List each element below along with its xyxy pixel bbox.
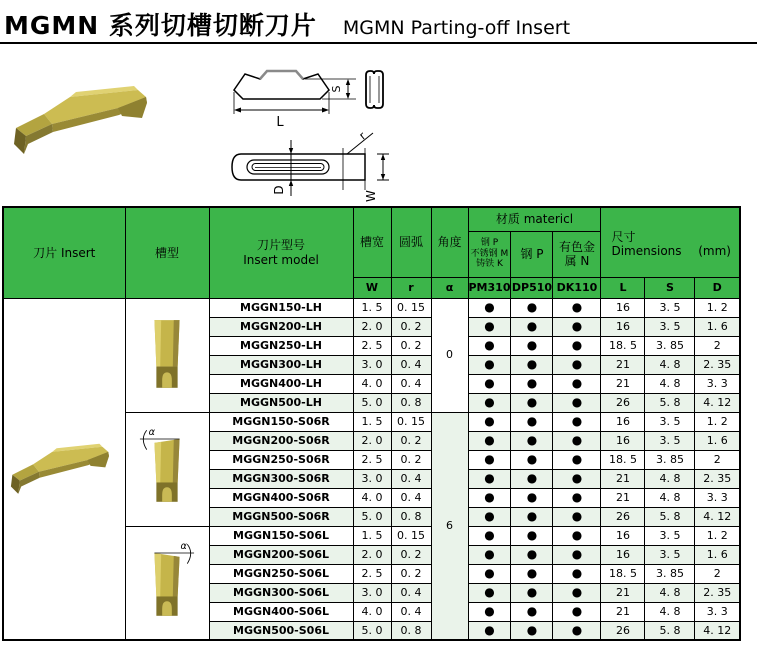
material-3-line1: 有色金 [558,239,595,254]
header-material-3 [553,231,601,277]
dim-s-value: 3. 5 [645,431,695,450]
corner-radius-value: 0. 8 [391,621,431,640]
material-pm310-cell [468,355,511,374]
insert-model: MGGN300-S06L [209,583,353,602]
material-dp510-cell [511,602,553,621]
header-insert: 刀片 Insert [3,207,125,298]
dim-d-value: 3. 3 [695,488,740,507]
dim-r-label: r [356,129,369,143]
material-dp510-cell [511,621,553,640]
material-dot-icon: ● [526,622,538,637]
dim-l-value: 16 [601,412,645,431]
dim-l-value: 21 [601,583,645,602]
dim-s-value: 5. 8 [645,621,695,640]
material-dot-icon: ● [571,375,583,390]
material-dk110-cell [553,469,601,488]
gold-insert-photo-graphic [6,70,166,165]
material-dot-icon: ● [484,337,495,352]
corner-radius-value: 0. 15 [391,412,431,431]
dim-d-value: 1. 6 [695,317,740,336]
corner-radius-value: 0. 15 [391,526,431,545]
groove-tip-alpha-left-graphic [138,426,196,508]
material-dot-icon: ● [484,375,495,390]
insert-model: MGGN250-LH [209,336,353,355]
dim-d-value: 4. 12 [695,507,740,526]
material-dot-icon: ● [571,337,583,352]
dim-s-value: 4. 8 [645,469,695,488]
corner-radius-value: 0. 4 [391,488,431,507]
material-dot-icon: ● [484,584,495,599]
groove-width-value: 1. 5 [353,298,391,317]
dim-s-value: 4. 8 [645,602,695,621]
groove-type-lh-cell [125,298,209,412]
header-model-en: Insert model [243,252,319,267]
material-dot-icon: ● [484,527,495,542]
material-dot-icon: ● [571,394,583,409]
dim-l-label: L [276,115,284,130]
material-dot-icon: ● [571,413,583,428]
dim-s-value: 3. 5 [645,412,695,431]
material-dp510-cell [511,298,553,317]
material-dot-icon: ● [526,603,538,618]
material-dp510-cell [511,469,553,488]
material-dk110-cell [553,450,601,469]
dim-d-value: 1. 6 [695,431,740,450]
material-dk110-cell [553,488,601,507]
material-dp510-cell [511,507,553,526]
insert-model: MGGN400-S06R [209,488,353,507]
header-dim-d: D [695,277,740,298]
insert-model: MGGN200-S06L [209,545,353,564]
dim-d-value: 1. 2 [695,526,740,545]
groove-width-value: 2. 0 [353,317,391,336]
gold-insert-photo-small [5,431,123,503]
alpha-angle-label: α [148,427,156,439]
groove-width-value: 4. 0 [353,374,391,393]
material-dot-icon: ● [526,432,538,447]
material-dk110-cell [553,393,601,412]
material-dp510-cell [511,526,553,545]
groove-width-value: 2. 5 [353,450,391,469]
header-dim-s: S [645,277,695,298]
header-dimensions [601,207,740,277]
material-dk110-cell [553,621,601,640]
material-dot-icon: ● [484,546,495,561]
dim-s-value: 3. 85 [645,450,695,469]
groove-width-value: 2. 5 [353,336,391,355]
title-chinese: MGMN 系列切槽切断刀片 [4,11,317,40]
material-pm310-cell [468,564,511,583]
header-grade-dp510: DP510 [511,277,553,298]
groove-width-value: 4. 0 [353,488,391,507]
dim-d-value: 2. 35 [695,355,740,374]
material-dot-icon: ● [571,565,583,580]
dim-d-value: 2. 35 [695,469,740,488]
corner-radius-value: 0. 8 [391,507,431,526]
header-dim-l: L [601,277,645,298]
title-divider [0,42,757,44]
top-view-graphic [225,128,400,206]
material-dot-icon: ● [526,489,538,504]
material-dot-icon: ● [526,565,538,580]
header-dims-unit: (mm) [698,244,731,259]
insert-spec-table [2,206,741,641]
dim-l-value: 21 [601,374,645,393]
dim-l-value: 21 [601,602,645,621]
side-view-graphic [228,60,363,130]
corner-radius-value: 0. 8 [391,393,431,412]
header-sym-w: W [353,277,391,298]
groove-type-s06l-cell [125,526,209,640]
material-dot-icon: ● [526,337,538,352]
groove-width-value: 2. 0 [353,545,391,564]
material-dot-icon: ● [571,470,583,485]
header-grade-dk110: DK110 [553,277,601,298]
material-dot-icon: ● [526,546,538,561]
material-dot-icon: ● [571,527,583,542]
material-dp510-cell [511,355,553,374]
groove-width-value: 5. 0 [353,507,391,526]
material-dot-icon: ● [526,451,538,466]
material-dot-icon: ● [571,451,583,466]
dim-s-value: 4. 8 [645,355,695,374]
material-dot-icon: ● [526,508,538,523]
material-dp510-cell [511,393,553,412]
material-dot-icon: ● [484,356,495,371]
insert-model: MGGN400-S06L [209,602,353,621]
material-dot-icon: ● [484,603,495,618]
dim-d-value: 1. 2 [695,298,740,317]
title-english: MGMN Parting-off Insert [342,17,571,39]
material-dp510-cell [511,412,553,431]
dim-s-value: 4. 8 [645,488,695,507]
header-material-1 [468,231,511,277]
material-dot-icon: ● [484,432,495,447]
material-dot-icon: ● [571,546,583,561]
dim-d-value: 1. 6 [695,545,740,564]
dim-d-value: 2. 35 [695,583,740,602]
material-dk110-cell [553,355,601,374]
material-dot-icon: ● [484,299,495,314]
material-pm310-cell [468,431,511,450]
groove-width-value: 3. 0 [353,469,391,488]
corner-radius-value: 0. 4 [391,355,431,374]
dim-l-value: 21 [601,355,645,374]
dim-l-value: 26 [601,393,645,412]
material-3-line2: 属 N [564,254,590,268]
insert-model: MGGN250-S06L [209,564,353,583]
material-dp510-cell [511,583,553,602]
header-angle: 角度 [431,207,468,277]
material-pm310-cell [468,488,511,507]
material-pm310-cell [468,412,511,431]
material-dot-icon: ● [484,508,495,523]
material-1-line1: 钢 P [480,237,499,248]
material-dp510-cell [511,545,553,564]
material-dot-icon: ● [484,622,495,637]
insert-model: MGGN150-S06L [209,526,353,545]
table-header-row-1 [3,207,740,231]
insert-model: MGGN200-LH [209,317,353,336]
corner-radius-value: 0. 4 [391,469,431,488]
material-pm310-cell [468,374,511,393]
material-dp510-cell [511,431,553,450]
corner-radius-value: 0. 2 [391,336,431,355]
dim-s-value: 3. 85 [645,564,695,583]
dim-l-value: 18. 5 [601,564,645,583]
material-dot-icon: ● [526,584,538,599]
material-dot-icon: ● [571,318,583,333]
material-dot-icon: ● [484,470,495,485]
groove-tip-alpha-right-graphic [138,540,196,622]
material-pm310-cell [468,583,511,602]
corner-radius-value: 0. 4 [391,602,431,621]
material-dot-icon: ● [571,489,583,504]
dim-d-value: 4. 12 [695,393,740,412]
header-material-group: 材质 matericl [468,207,601,231]
groove-width-value: 3. 0 [353,355,391,374]
material-dot-icon: ● [484,413,495,428]
corner-radius-value: 0. 15 [391,298,431,317]
material-pm310-cell [468,336,511,355]
material-dot-icon: ● [526,375,538,390]
corner-radius-value: 0. 2 [391,317,431,336]
insert-photo-cell [3,298,125,640]
dim-l-value: 21 [601,488,645,507]
top-view-drawing [225,128,400,210]
dim-l-value: 21 [601,469,645,488]
dim-l-value: 16 [601,431,645,450]
material-dp510-cell [511,336,553,355]
material-pm310-cell [468,393,511,412]
corner-radius-value: 0. 2 [391,564,431,583]
insert-model: MGGN500-S06L [209,621,353,640]
dim-l-value: 18. 5 [601,450,645,469]
dim-l-value: 26 [601,621,645,640]
material-dk110-cell [553,336,601,355]
corner-radius-value: 0. 2 [391,431,431,450]
material-dk110-cell [553,526,601,545]
dim-l-value: 16 [601,317,645,336]
alpha-angle-label: α [180,541,187,553]
material-dk110-cell [553,298,601,317]
material-pm310-cell [468,317,511,336]
dim-l-value: 16 [601,526,645,545]
material-dot-icon: ● [571,603,583,618]
material-dot-icon: ● [484,318,495,333]
material-1-line3: 铸铁 K [476,259,503,270]
dim-d-value: 2 [695,450,740,469]
side-view-drawing [228,60,363,134]
header-model-zh: 刀片型号 [256,238,305,253]
dim-l-value: 18. 5 [601,336,645,355]
material-dot-icon: ● [571,622,583,637]
material-pm310-cell [468,621,511,640]
insert-model: MGGN150-S06R [209,412,353,431]
dim-d-value: 2 [695,564,740,583]
header-dims-zh: 尺寸 [611,229,636,244]
material-dot-icon: ● [526,318,538,333]
material-dk110-cell [553,317,601,336]
header-sym-r: r [391,277,431,298]
header-groove: 槽型 [125,207,209,298]
material-pm310-cell [468,545,511,564]
material-dk110-cell [553,507,601,526]
material-dp510-cell [511,488,553,507]
material-dot-icon: ● [526,413,538,428]
material-dk110-cell [553,545,601,564]
material-dot-icon: ● [526,527,538,542]
dim-l-value: 16 [601,545,645,564]
material-pm310-cell [468,298,511,317]
insert-model: MGGN150-LH [209,298,353,317]
header-model [209,207,353,298]
material-pm310-cell [468,507,511,526]
material-pm310-cell [468,526,511,545]
table-row [3,298,740,317]
material-dot-icon: ● [571,299,583,314]
corner-radius-value: 0. 4 [391,583,431,602]
dim-d-value: 1. 2 [695,412,740,431]
material-dk110-cell [553,431,601,450]
groove-width-value: 5. 0 [353,621,391,640]
dim-s-value: 3. 5 [645,545,695,564]
groove-width-value: 1. 5 [353,412,391,431]
header-grade-pm310: PM310 [468,277,511,298]
insert-model: MGGN400-LH [209,374,353,393]
material-dk110-cell [553,564,601,583]
corner-radius-value: 0. 2 [391,545,431,564]
groove-width-value: 4. 0 [353,602,391,621]
insert-model: MGGN500-S06R [209,507,353,526]
angle-value-s06: 6 [431,412,468,640]
material-dot-icon: ● [484,565,495,580]
material-dot-icon: ● [484,451,495,466]
material-pm310-cell [468,602,511,621]
header-material-2: 钢 P [511,231,553,277]
dim-s-label: S [330,85,343,93]
groove-type-s06r-cell [125,412,209,526]
dim-s-value: 5. 8 [645,393,695,412]
material-dot-icon: ● [571,356,583,371]
material-dk110-cell [553,374,601,393]
dim-s-value: 3. 5 [645,526,695,545]
dim-w-label: W [364,190,378,202]
dim-s-value: 3. 5 [645,317,695,336]
groove-width-value: 3. 0 [353,583,391,602]
header-groove-width: 槽宽 [353,207,391,277]
page-title [4,6,570,42]
groove-width-value: 2. 0 [353,431,391,450]
material-dp510-cell [511,450,553,469]
dim-l-value: 16 [601,298,645,317]
insert-model: MGGN300-S06R [209,469,353,488]
dim-s-value: 3. 85 [645,336,695,355]
dim-s-value: 3. 5 [645,298,695,317]
groove-tip-plain-graphic [138,312,196,394]
material-dot-icon: ● [526,299,538,314]
material-dk110-cell [553,583,601,602]
material-1-line2: 不锈钢 M [470,248,509,259]
material-dp510-cell [511,564,553,583]
header-corner-radius: 圆弧 [391,207,431,277]
groove-width-value: 5. 0 [353,393,391,412]
material-pm310-cell [468,450,511,469]
dim-d-label: D [272,185,286,195]
material-dot-icon: ● [484,394,495,409]
header-dims-en: Dimensions [611,244,682,259]
dim-s-value: 5. 8 [645,507,695,526]
material-dp510-cell [511,317,553,336]
material-dot-icon: ● [526,356,538,371]
end-view-graphic [362,66,388,112]
material-dk110-cell [553,412,601,431]
dim-d-value: 3. 3 [695,374,740,393]
material-dot-icon: ● [526,470,538,485]
dim-d-value: 2 [695,336,740,355]
groove-width-value: 2. 5 [353,564,391,583]
insert-model: MGGN300-LH [209,355,353,374]
dim-d-value: 3. 3 [695,602,740,621]
material-dot-icon: ● [571,432,583,447]
material-dot-icon: ● [484,489,495,504]
material-dot-icon: ● [526,394,538,409]
insert-model: MGGN250-S06R [209,450,353,469]
dim-s-value: 4. 8 [645,583,695,602]
insert-model: MGGN200-S06R [209,431,353,450]
material-dot-icon: ● [571,584,583,599]
insert-model: MGGN500-LH [209,393,353,412]
corner-radius-value: 0. 2 [391,450,431,469]
corner-radius-value: 0. 4 [391,374,431,393]
dim-s-value: 4. 8 [645,374,695,393]
dim-d-value: 4. 12 [695,621,740,640]
material-dk110-cell [553,602,601,621]
end-view-drawing [362,66,388,116]
material-pm310-cell [468,469,511,488]
groove-width-value: 1. 5 [353,526,391,545]
header-sym-angle: α [431,277,468,298]
dim-l-value: 26 [601,507,645,526]
material-dot-icon: ● [571,508,583,523]
angle-value-lh: 0 [431,298,468,412]
material-dp510-cell [511,374,553,393]
insert-product-photo [6,70,166,169]
